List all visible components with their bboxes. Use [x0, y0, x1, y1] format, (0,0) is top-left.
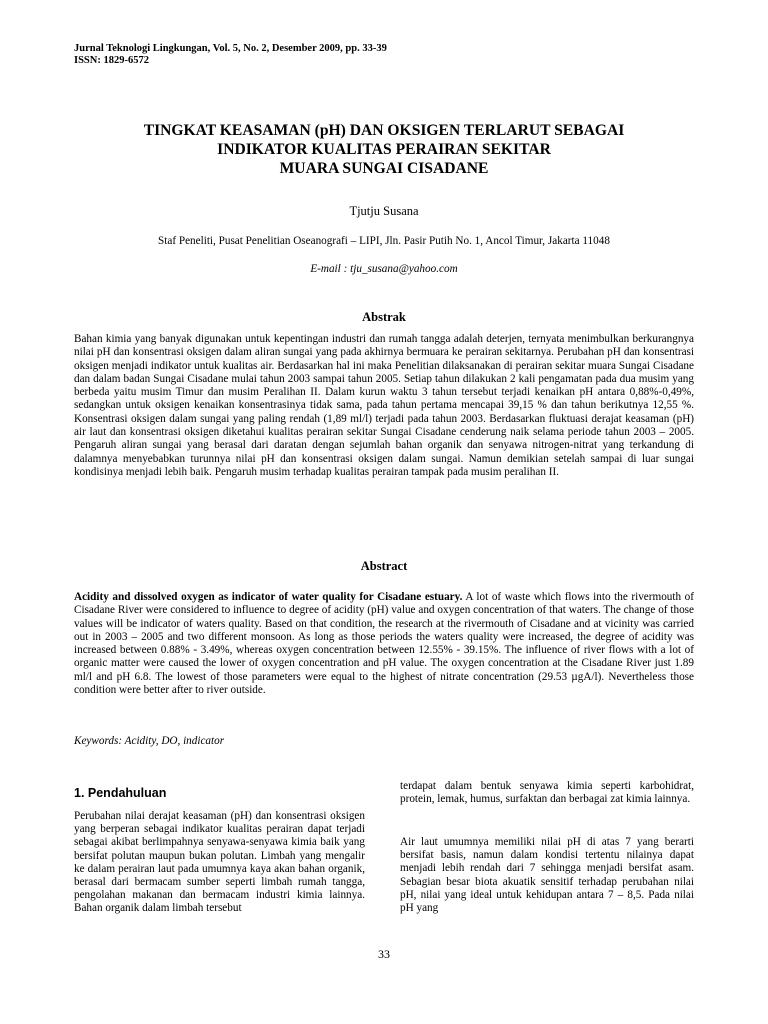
- intro-paragraph-left: Perubahan nilai derajat keasaman (pH) dan konsentrasi oksigen yang berperan sebagai indikator kualitas perairan dapat terjadi sebagai akibat berlimpahnya senyawa-senyawa kimia baik yang bersifat polutan maupun bukan polutan. Limbah yang mengalir ke dalam perairan laut pada umumnya kaya akan bahan organik, berasal dari bermacam sumber seperti limbah rumah tangga, pengolahan makanan dan bermacam industri kimia lainnya. Bahan organik dalam limbah tersebut: [74, 810, 365, 915]
- author-affiliation: Staf Peneliti, Pusat Penelitian Oseanografi – LIPI, Jln. Pasir Putih No. 1, Ancol Timur, Jakarta 11048: [158, 235, 610, 247]
- abstrak-body: Bahan kimia yang banyak digunakan untuk kepentingan industri dan rumah tangga adalah deterjen, ternyata menimbulkan berkurangnya nilai pH dan konsentrasi oksigen dalam aliran sungai yang pada akhirnya bermuara ke perairan sekitarnya. Perubahan pH dan konsentrasi oksigen menjadi indikator untuk kualitas air. Berdasarkan hal ini maka Penelitian dilaksanakan di perairan sekitar muara Sungai Cisadane dan dalam badan Sungai Cisadane mulai tahun 2003 sampai tahun 2005. Setiap tahun dilakukan 2 kali pengamatan pada dua musim yang berbeda yaitu musim Timur dan musim Peralihan II. Dalam kurun waktu 3 tahun tersebut terjadi kenaikan pH antara 0,88%-0,49%, sedangkan untuk oksigen kenaikan konsentrasinya tidak sama, pada tahun pertama mencapai 39,15 % dan tahun berikutnya 12,55 %. Konsentrasi oksigen dalam sungai yang paling rendah (1,89 ml/l) terjadi pada tahun 2003. Berdasarkan fluktuasi derajat keasaman (pH) air laut dan konsentrasi oksigen diketahui kualitas perairan sekitar Sungai Cisadane cenderung naik selama periode tahun 2003 – 2005. Pengaruh aliran sungai yang berasal dari daratan dengan sejumlah bahan organik dan senyawa nitrogen-nitrat yang terkandung di dalamnya menyebabkan turunnya nilai pH dan konsentrasi oksigen dalam sungai. Namun demikian setelah sampai di luar sungai kondisinya menjadi lebih baik. Pengaruh musim terhadap kualitas perairan tampak pada musim peralihan II.: [74, 333, 694, 478]
- page-number: 33: [378, 947, 390, 961]
- section-heading: 1. Pendahuluan: [74, 786, 167, 800]
- author-name: Tjutju Susana: [349, 204, 419, 218]
- abstrak-heading: Abstrak: [362, 310, 406, 324]
- intro-paragraph-right-2: Air laut umumnya memiliki nilai pH di atas 7 yang berarti bersifat basis, namun dalam kondisi tertentu nilainya dapat menjadi lebih rendah dari 7 sehingga menjadi bersifat asam. Sebagian besar biota akuatik sensitif terhadap perubahan nilai pH, nilai yang ideal untuk kehidupan antara 7 – 8,5. Pada nilai pH yang: [400, 836, 694, 915]
- issn: ISSN: 1829-6572: [74, 55, 149, 66]
- journal-citation: Jurnal Teknologi Lingkungan, Vol. 5, No. 2, Desember 2009, pp. 33-39: [74, 43, 387, 54]
- abstract-lead-title: Acidity and dissolved oxygen as indicator of water quality for Cisadane estuary.: [74, 591, 463, 603]
- abstract-text: A lot of waste which flows into the rivermouth of Cisadane River were considered to influence to degree of acidity (pH) value and oxygen concentration of that waters. The change of those values will be indicator of waters quality. Based on that condition, the research at the rivermouth of Cisadane and at vicinity was carried out in 2003 – 2005 and two different monsoon. As long as those periods the waters quality were increased, the degree of acidity was increased between 0.88% - 3.49%, whereas oxygen concentration between 12.55% - 39.15%. The influence of river flows with a lot of organic matter were caused the lower of oxygen concentration and pH value. The oxygen concentration at the Cisadane River just 1.89 ml/l and pH 6.8. The lowest of those parameters were equal to the highest of nitrate concentration (29.53 µgA/l). Nevertheless those condition were better after to river outside.: [74, 591, 694, 697]
- title-line: INDIKATOR KUALITAS PERAIRAN SEKITAR: [217, 141, 551, 158]
- intro-paragraph-right-1: terdapat dalam bentuk senyawa kimia seperti karbohidrat, protein, lemak, humus, surfaktan dan berbagai zat kimia lainnya.: [400, 780, 694, 806]
- abstract-body: [74, 591, 694, 697]
- title-line: TINGKAT KEASAMAN (pH) DAN OKSIGEN TERLARUT SEBAGAI: [143, 122, 625, 139]
- title-line: MUARA SUNGAI CISADANE: [279, 160, 489, 177]
- keywords: Keywords: Acidity, DO, indicator: [74, 735, 225, 747]
- abstract-heading: Abstract: [360, 559, 408, 573]
- paper-title: [60, 121, 708, 178]
- journal-header: [74, 43, 634, 67]
- author-email: E-mail : tju_susana@yahoo.com: [310, 263, 458, 275]
